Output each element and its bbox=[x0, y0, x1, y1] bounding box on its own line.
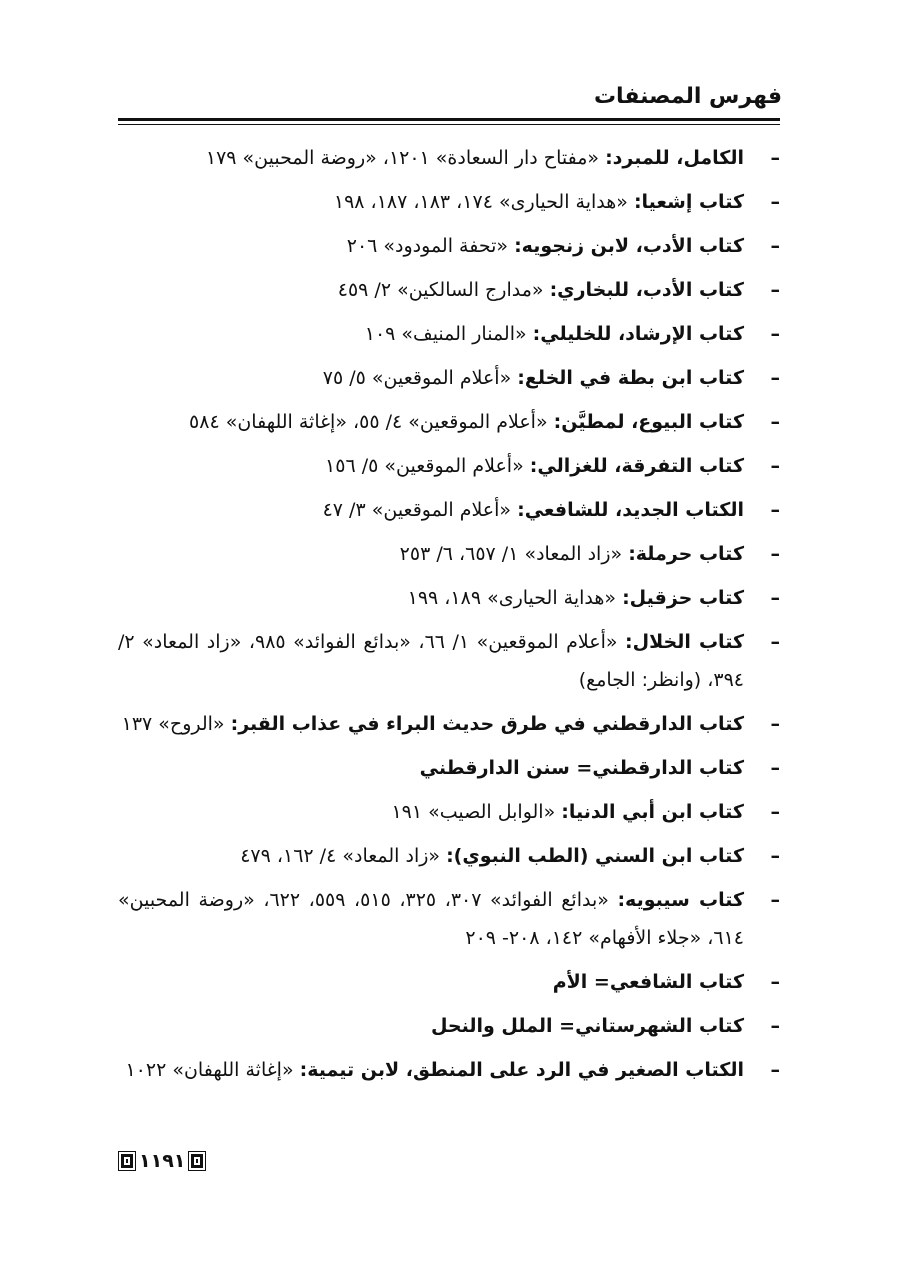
entry-title: كتاب الشافعي= الأم bbox=[552, 971, 744, 993]
entry-references: «أعلام الموقعين» ٥/ ١٥٦ bbox=[325, 455, 524, 477]
entry-references: «تحفة المودود» ٢٠٦ bbox=[346, 235, 509, 257]
index-entry bbox=[118, 1048, 780, 1092]
entry-dash: – bbox=[770, 147, 780, 169]
entry-title: كتاب الإرشاد، للخليلي: bbox=[532, 323, 744, 345]
entry-dash: – bbox=[770, 889, 780, 911]
ornament-icon bbox=[188, 1151, 206, 1171]
entry-dash: – bbox=[770, 1059, 780, 1081]
entry-title: كتاب ابن بطة في الخلع: bbox=[517, 367, 744, 389]
entry-title: كتاب الخلال: bbox=[625, 631, 745, 653]
index-entry bbox=[118, 702, 780, 746]
entry-title: كتاب سيبويه: bbox=[617, 889, 745, 911]
entry-references: «بدائع الفوائد» ٣٠٧، ٣٢٥، ٥١٥، ٥٥٩، ٦٢٢، «روضة المحبين» ٦١٤، «جلاء الأفهام» ١٤٢، ٢٠٨- ٢٠٩ bbox=[118, 889, 744, 949]
entry-title: كتاب التفرقة، للغزالي: bbox=[529, 455, 744, 477]
entry-dash: – bbox=[770, 757, 780, 779]
index-entry bbox=[118, 1004, 780, 1048]
page-number: ١١٩١ bbox=[139, 1150, 186, 1172]
index-entry bbox=[118, 620, 780, 702]
entry-dash: – bbox=[770, 801, 780, 823]
entry-dash: – bbox=[770, 191, 780, 213]
entry-title: كتاب ابن السني (الطب النبوي): bbox=[446, 845, 744, 867]
entry-dash: – bbox=[770, 235, 780, 257]
entry-dash: – bbox=[770, 367, 780, 389]
entry-references: «المنار المنيف» ١٠٩ bbox=[364, 323, 527, 345]
page-footer bbox=[118, 1150, 206, 1172]
index-entry bbox=[118, 488, 780, 532]
entry-references: «مدارج السالكين» ٢/ ٤٥٩ bbox=[337, 279, 544, 301]
entry-title: كتاب ابن أبي الدنيا: bbox=[561, 801, 744, 823]
entry-dash: – bbox=[770, 455, 780, 477]
entry-title: كتاب حزقيل: bbox=[622, 587, 744, 609]
index-entry bbox=[118, 960, 780, 1004]
entry-title: الكامل، للمبرد: bbox=[605, 147, 744, 169]
entry-title: كتاب حرملة: bbox=[628, 543, 744, 565]
entry-references: «هداية الحيارى» ١٧٤، ١٨٣، ١٨٧، ١٩٨ bbox=[333, 191, 628, 213]
entry-dash: – bbox=[770, 631, 780, 653]
header-rule-thick bbox=[118, 118, 780, 121]
entry-title: كتاب الأدب، لابن زنجويه: bbox=[514, 235, 744, 257]
entry-dash: – bbox=[770, 279, 780, 301]
index-entry bbox=[118, 746, 780, 790]
index-entry bbox=[118, 532, 780, 576]
index-entry bbox=[118, 878, 780, 960]
entry-title: الكتاب الصغير في الرد على المنطق، لابن تيمية: bbox=[299, 1059, 744, 1081]
index-entry bbox=[118, 312, 780, 356]
entry-dash: – bbox=[770, 1015, 780, 1037]
entry-dash: – bbox=[770, 971, 780, 993]
entry-title: الكتاب الجديد، للشافعي: bbox=[517, 499, 744, 521]
entry-references: «زاد المعاد» ٤/ ١٦٢، ٤٧٩ bbox=[240, 845, 441, 867]
index-entry bbox=[118, 790, 780, 834]
entry-references: «إغاثة اللهفان» ١٠٢٢ bbox=[125, 1059, 294, 1081]
entry-dash: – bbox=[770, 499, 780, 521]
entry-dash: – bbox=[770, 323, 780, 345]
index-entry bbox=[118, 268, 780, 312]
index-entry bbox=[118, 444, 780, 488]
entry-dash: – bbox=[770, 543, 780, 565]
entry-references: «أعلام الموقعين» ٥/ ٧٥ bbox=[322, 367, 512, 389]
entry-title: كتاب الدارقطني= سنن الدارقطني bbox=[419, 757, 744, 779]
entry-dash: – bbox=[770, 411, 780, 433]
entry-dash: – bbox=[770, 713, 780, 735]
index-entry bbox=[118, 136, 780, 180]
index-entry bbox=[118, 576, 780, 620]
ornament-icon bbox=[118, 1151, 136, 1171]
entry-title: كتاب إشعيا: bbox=[633, 191, 744, 213]
entry-references: «الروح» ١٣٧ bbox=[121, 713, 225, 735]
index-entry bbox=[118, 834, 780, 878]
index-entry-list bbox=[118, 136, 780, 1092]
page-header-title: فهرس المصنفات bbox=[593, 84, 782, 109]
index-entry bbox=[118, 356, 780, 400]
entry-references: «الوابل الصيب» ١٩١ bbox=[391, 801, 556, 823]
entry-dash: – bbox=[770, 587, 780, 609]
entry-references: «زاد المعاد» ١/ ٦٥٧، ٦/ ٢٥٣ bbox=[399, 543, 623, 565]
entry-references: «أعلام الموقعين» ٣/ ٤٧ bbox=[322, 499, 512, 521]
entry-title: كتاب الشهرستاني= الملل والنحل bbox=[430, 1015, 744, 1037]
entry-references: «مفتاح دار السعادة» ١٢٠١، «روضة المحبين» ١٧٩ bbox=[205, 147, 600, 169]
entry-dash: – bbox=[770, 845, 780, 867]
entry-title: كتاب الأدب، للبخاري: bbox=[549, 279, 744, 301]
entry-references: «هداية الحيارى» ١٨٩، ١٩٩ bbox=[407, 587, 617, 609]
header-rule-thin bbox=[118, 124, 780, 125]
entry-references: «أعلام الموقعين» ٤/ ٥٥، «إغاثة اللهفان» ٥٨٤ bbox=[189, 411, 548, 433]
entry-title: كتاب الدارقطني في طرق حديث البراء في عذاب القبر: bbox=[230, 713, 744, 735]
index-entry bbox=[118, 224, 780, 268]
index-entry bbox=[118, 180, 780, 224]
index-entry bbox=[118, 400, 780, 444]
entry-references: «أعلام الموقعين» ١/ ٦٦، «بدائع الفوائد» ٩٨٥، «زاد المعاد» ٢/ ٣٩٤، (وانظر: الجامع) bbox=[118, 631, 744, 691]
entry-title: كتاب البيوع، لمطيَّن: bbox=[553, 411, 744, 433]
